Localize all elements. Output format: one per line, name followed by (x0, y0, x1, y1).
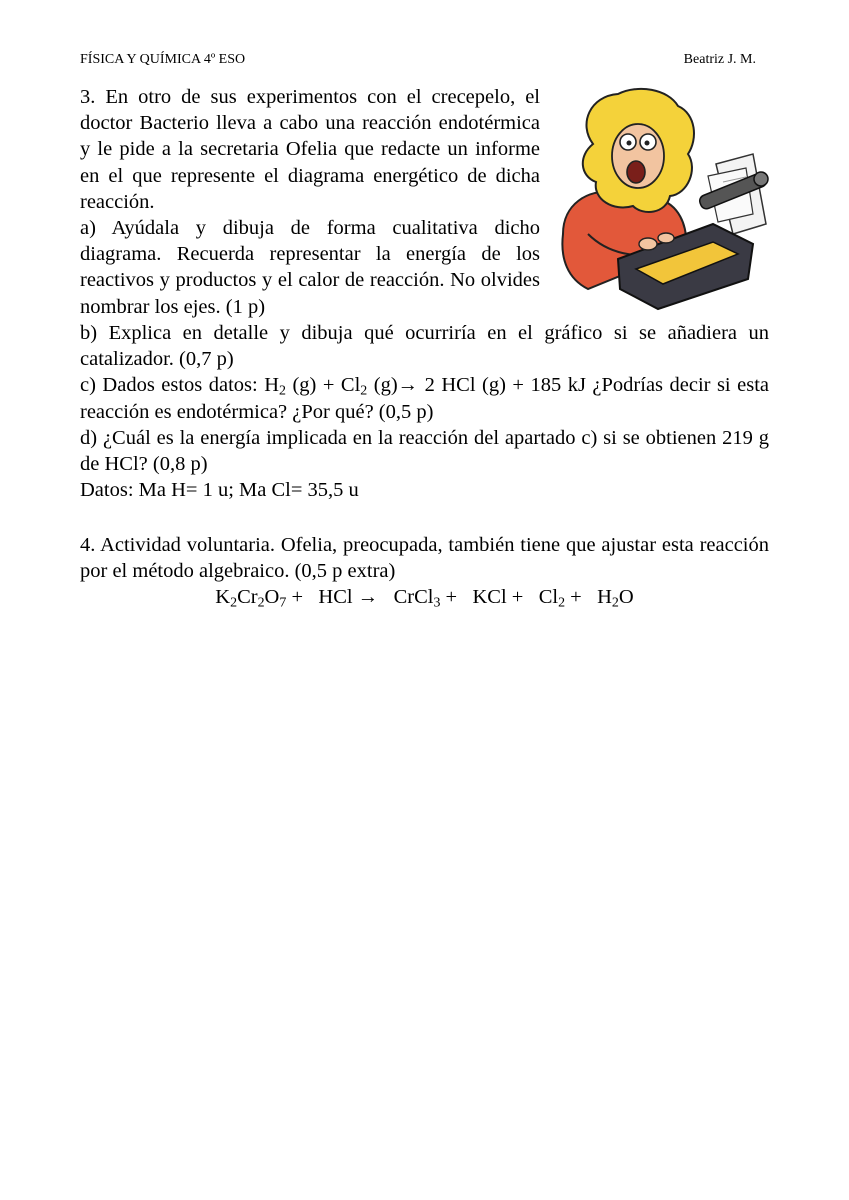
eq-text: + HCl → CrCl (286, 586, 434, 608)
subscript: 2 (257, 595, 265, 611)
subscript: 7 (279, 595, 287, 611)
question-3-part-d: d) ¿Cuál es la energía implicada en la reacción del apartado c) si se obtienen 219 g de HCl? (0,8 p) (80, 426, 769, 476)
part-c-text: (g) + Cl (286, 374, 361, 397)
subscript: 2 (558, 595, 566, 611)
page-header (80, 52, 756, 70)
subscript: 2 (360, 383, 368, 399)
question-3-intro-block (80, 84, 540, 320)
question-4 (80, 532, 769, 584)
question-3-intro: 3. En otro de sus experimentos con el crecepelo, el doctor Bacterio lleva a cabo una reacción endotérmica y le pide a la secretaria Ofelia que redacte un informe en el que represente el diagrama energético de dicha reacción. (80, 86, 540, 213)
part-c-text: (g)→ 2 HCl (g) + 185 kJ ¿Podrías decir si esta reacción es endotérmica? ¿Por qué? (0,5 p) (80, 374, 769, 423)
eq-text: O (264, 586, 280, 608)
subscript: 2 (611, 595, 619, 611)
question-4-text: 4. Actividad voluntaria. Ofelia, preocupada, también tiene que ajustar esta reacción por el método algebraico. (0,5 p extra) (80, 534, 769, 583)
question-3-part-c (80, 372, 769, 424)
chemical-equation (80, 584, 769, 610)
eq-text: Cr (237, 586, 258, 608)
question-3-part-b: b) Explica en detalle y dibuja qué ocurriría en el gráfico si se añadiera un catalizador. (0,7 p) (80, 322, 769, 371)
eq-text: O (618, 586, 634, 608)
part-c-text: c) Dados estos datos: H (80, 374, 280, 397)
question-3-rest (80, 320, 769, 503)
question-3-part-a: a) Ayúdala y dibuja de forma cualitativa dicho diagrama. Recuerda representar la energía de los reactivos y productos y el calor de reacción. No olvides nombrar los ejes. (1 p) (80, 217, 540, 318)
eq-text: + KCl + Cl (440, 586, 559, 608)
subscript: 2 (279, 383, 286, 399)
subscript: 3 (433, 595, 441, 611)
eq-text: + H (565, 586, 612, 608)
author-name: Beatriz J. M. (683, 52, 756, 67)
subject-title: FÍSICA Y QUÍMICA 4º ESO (80, 52, 246, 67)
secretary-typewriter-icon (548, 84, 773, 314)
eq-text: K (215, 586, 231, 608)
question-3-data: Datos: Ma H= 1 u; Ma Cl= 35,5 u (80, 479, 359, 502)
subscript: 2 (230, 595, 238, 611)
